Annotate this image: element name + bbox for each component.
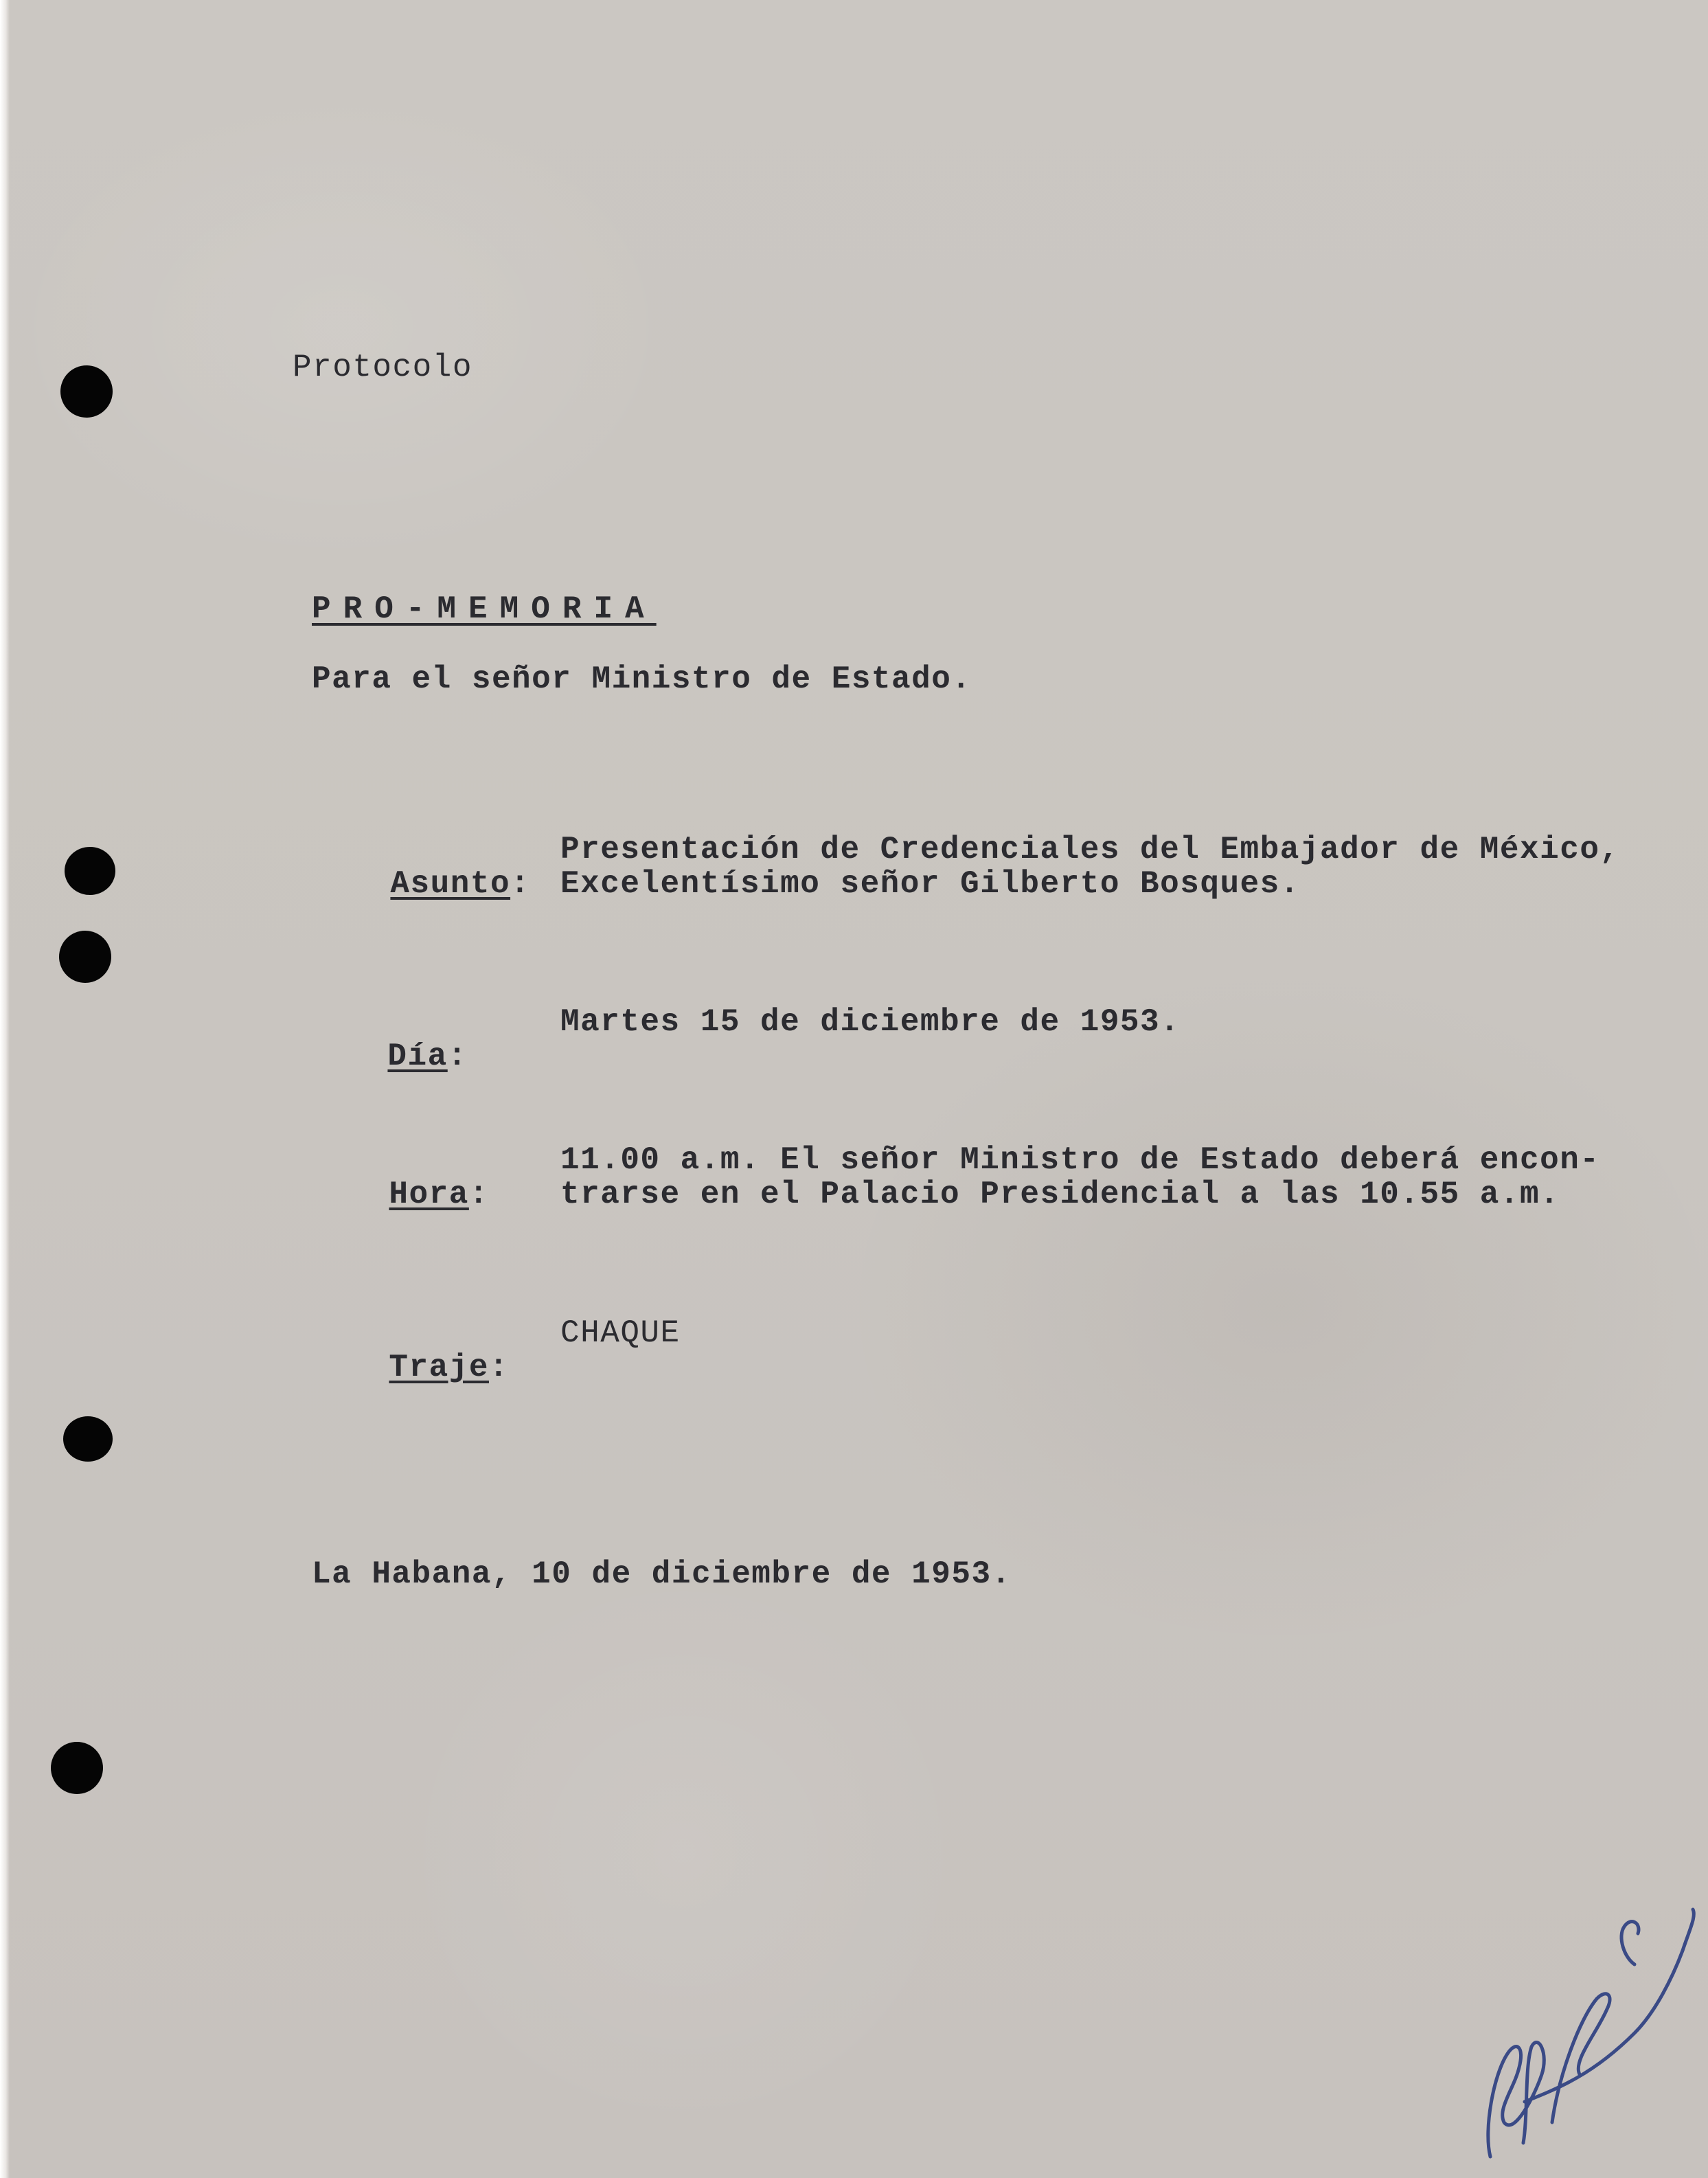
- field-traje-separator: :: [488, 1350, 510, 1385]
- field-dia-label: Día: [387, 1039, 448, 1074]
- field-asunto-value-line1: Presentación de Credenciales del Embajador de México,: [560, 832, 1620, 867]
- place-date: La Habana, 10 de diciembre de 1953.: [312, 1556, 1012, 1592]
- field-traje-label: Traje: [389, 1350, 489, 1385]
- document-title: PRO-MEMORIA: [312, 591, 657, 627]
- department-label: Protocolo: [293, 350, 472, 385]
- field-asunto-separator: :: [510, 866, 531, 902]
- field-traje-key: [309, 1316, 509, 1419]
- field-hora-value-line1: 11.00 a.m. El señor Ministro de Estado deberá encon-: [560, 1142, 1600, 1178]
- field-asunto-value-line2: Excelentísimo señor Gilberto Bosques.: [560, 866, 1300, 902]
- punch-hole: [59, 931, 111, 983]
- handwritten-initials: [1477, 1868, 1703, 2170]
- field-asunto-label: Asunto: [390, 866, 511, 902]
- field-traje-value: CHAQUE: [560, 1315, 681, 1351]
- field-dia-value: Martes 15 de diciembre de 1953.: [560, 1004, 1181, 1040]
- field-hora-value-line2: trarse en el Palacio Presidencial a las 10.55 a.m.: [560, 1177, 1560, 1212]
- field-hora-label: Hora: [389, 1177, 469, 1212]
- punch-hole: [63, 1416, 113, 1462]
- field-dia-separator: :: [447, 1039, 468, 1074]
- field-asunto-key: [310, 832, 530, 935]
- paper-left-edge: [0, 0, 10, 2178]
- field-dia-key: [308, 1005, 468, 1108]
- field-hora-key: [309, 1143, 489, 1246]
- punch-hole: [51, 1742, 103, 1794]
- punch-hole: [65, 847, 115, 895]
- recipient-line: Para el señor Ministro de Estado.: [312, 661, 972, 697]
- punch-hole: [60, 365, 113, 418]
- field-hora-separator: :: [468, 1177, 489, 1212]
